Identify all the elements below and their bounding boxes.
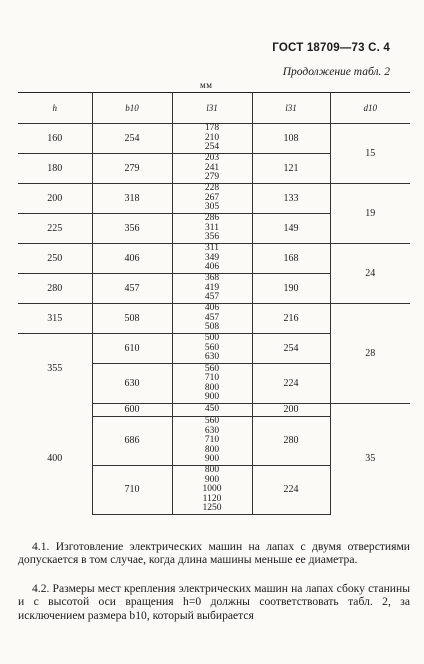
value: 349 — [204, 252, 220, 263]
paragraph-4-1 — [18, 540, 410, 567]
cell-l31-values — [172, 214, 252, 244]
cell-l31: 149 — [252, 214, 330, 244]
cell-l31-values — [172, 304, 252, 334]
cell-l31-values — [172, 334, 252, 364]
cell-b10: 318 — [92, 184, 172, 214]
cell-l31-values — [172, 417, 252, 466]
col-header-d10: d10 — [330, 93, 410, 124]
col-header-l31-second: l31 — [252, 93, 330, 124]
value: 311 — [205, 243, 219, 254]
value: 419 — [204, 282, 220, 293]
cell-l31-values — [172, 404, 252, 417]
value: 508 — [204, 322, 220, 333]
value: 1120 — [202, 493, 222, 504]
col-header-h: h — [18, 93, 92, 124]
paragraph-text: 4.1. Изготовление электрических машин на лапах с двумя отверстиями допускается в том случае, когда длина машины меньше ее диаметра. — [18, 540, 410, 567]
cell-l31: 254 — [252, 334, 330, 364]
table-row — [18, 404, 410, 417]
value: 900 — [204, 454, 220, 465]
units-label: мм — [200, 80, 213, 90]
paragraph-4-2 — [18, 582, 410, 622]
cell-l31-values — [172, 274, 252, 304]
value: 286 — [204, 213, 220, 224]
cell-h: 200 — [18, 184, 92, 214]
cell-b10: 254 — [92, 124, 172, 154]
value: 305 — [204, 202, 220, 213]
cell-h: 180 — [18, 154, 92, 184]
cell-l31: 168 — [252, 244, 330, 274]
value: 203 — [204, 153, 220, 164]
cell-d10: 15 — [330, 124, 410, 184]
value: 356 — [204, 232, 220, 243]
value: 457 — [204, 312, 220, 323]
value: 800 — [204, 444, 220, 455]
cell-b10: 630 — [92, 364, 172, 404]
value: 560 — [204, 416, 220, 427]
cell-b10: 356 — [92, 214, 172, 244]
value: 406 — [204, 262, 220, 273]
value: 228 — [204, 183, 220, 194]
cell-h: 160 — [18, 124, 92, 154]
cell-d10: 28 — [330, 304, 410, 404]
value: 560 — [204, 363, 220, 374]
page-header: ГОСТ 18709—73 С. 4 — [272, 42, 390, 54]
value: 178 — [204, 123, 220, 134]
cell-l31-values — [172, 244, 252, 274]
value: 560 — [204, 342, 220, 353]
value: 800 — [204, 465, 220, 476]
cell-h: 315 — [18, 304, 92, 334]
value: 710 — [204, 373, 220, 384]
value: 1250 — [202, 503, 222, 514]
cell-b10: 508 — [92, 304, 172, 334]
cell-l31-values — [172, 466, 252, 515]
table-row — [18, 184, 410, 214]
cell-l31-values — [172, 124, 252, 154]
col-header-b10: b10 — [92, 93, 172, 124]
cell-h: 250 — [18, 244, 92, 274]
cell-d10: 35 — [330, 404, 410, 515]
col-header-l31-first: l31 — [172, 93, 252, 124]
cell-l31: 224 — [252, 364, 330, 404]
value: 368 — [204, 273, 220, 284]
cell-h: 280 — [18, 274, 92, 304]
cell-h: 225 — [18, 214, 92, 244]
paragraph-text: 4.2. Размеры мест крепления электрических машин на лапах сбоку станины и с высотой оси вращения h=0 должны соответствовать табл. 2, за исключением размера b10, который выбирается — [18, 582, 410, 622]
cell-b10: 279 — [92, 154, 172, 184]
cell-b10: 610 — [92, 334, 172, 364]
cell-d10: 19 — [330, 184, 410, 244]
cell-b10: 710 — [92, 466, 172, 515]
cell-l31: 280 — [252, 417, 330, 466]
cell-b10: 600 — [92, 404, 172, 417]
cell-l31: 108 — [252, 124, 330, 154]
value: 900 — [204, 474, 220, 485]
cell-l31: 121 — [252, 154, 330, 184]
value: 1000 — [202, 484, 222, 495]
table-continuation-label: Продолжение табл. 2 — [282, 66, 390, 78]
value: 800 — [204, 382, 220, 393]
cell-l31: 216 — [252, 304, 330, 334]
value: 457 — [204, 292, 220, 303]
cell-l31-values — [172, 154, 252, 184]
cell-h: 400 — [18, 404, 92, 515]
value: 267 — [204, 192, 220, 203]
value: 311 — [205, 222, 219, 233]
value: 500 — [204, 333, 220, 344]
table-row — [18, 124, 410, 154]
cell-l31: 224 — [252, 466, 330, 515]
value: 900 — [204, 391, 220, 402]
value: 210 — [204, 132, 220, 143]
cell-b10: 457 — [92, 274, 172, 304]
value: 254 — [204, 142, 220, 153]
value: 630 — [204, 425, 220, 436]
cell-l31-values — [172, 184, 252, 214]
table-row — [18, 244, 410, 274]
cell-h: 355 — [18, 334, 92, 404]
cell-b10: 406 — [92, 244, 172, 274]
value: 241 — [204, 162, 220, 173]
value: 630 — [204, 352, 220, 363]
table-header-row — [18, 93, 410, 124]
value: 406 — [204, 303, 220, 314]
value: 450 — [204, 404, 220, 415]
dimensions-table — [18, 92, 410, 515]
table-row — [18, 304, 410, 334]
value: 279 — [204, 172, 220, 183]
cell-b10: 686 — [92, 417, 172, 466]
cell-d10: 24 — [330, 244, 410, 304]
cell-l31: 190 — [252, 274, 330, 304]
cell-l31-values — [172, 364, 252, 404]
cell-l31: 200 — [252, 404, 330, 417]
value: 710 — [204, 435, 220, 446]
cell-l31: 133 — [252, 184, 330, 214]
